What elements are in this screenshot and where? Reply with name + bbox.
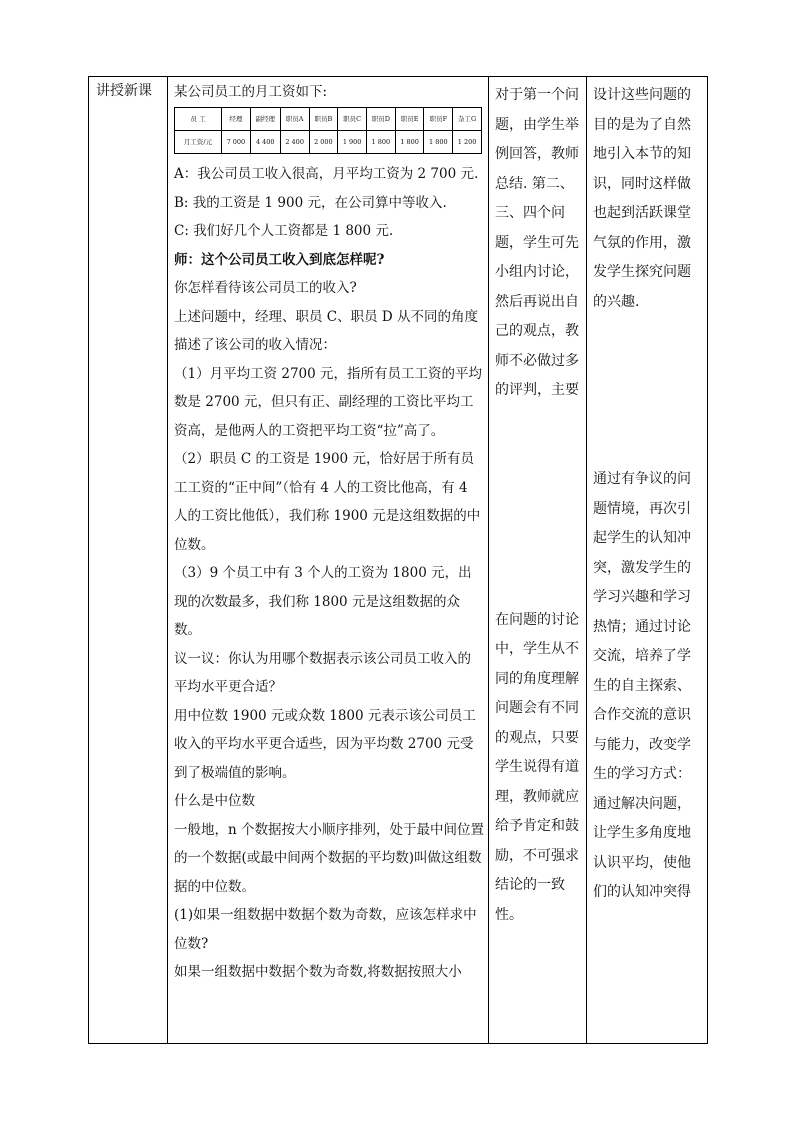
lesson-plan-table: [88, 76, 708, 1044]
wage-cell: 1 800: [366, 131, 395, 154]
position-cell: 职员D: [366, 108, 395, 131]
wage-cell: 2 400: [280, 131, 309, 154]
paragraph: 用中位数 1900 元或众数 1800 元表示该公司员工收入的平均水平更合适些，因为平均数 2700 元受到了极端值的影响。: [174, 707, 476, 781]
teacher-activity-2: 在问题的讨论中，学生从不同的角度理解问题会有不同的观点，只要学生说得有道理，教师就应给予肯定和鼓励，不可强求结论的一致性。: [495, 611, 579, 923]
paragraph: 如果一组数据中数据个数为奇数,将数据按照大小: [174, 964, 462, 980]
paragraph: 议一议：你认为用哪个数据表示该公司员工收入的平均水平更合适？: [174, 650, 471, 695]
design-intent-cell: [587, 77, 708, 1044]
position-cell: 杂工G: [453, 108, 482, 131]
paragraph: （3）9 个员工中有 3 个人的工资为 1800 元，出现的次数最多，我们称 1800 元是这组数据的众数。: [174, 565, 472, 638]
content-cell: [168, 77, 489, 1044]
position-cell: 职员A: [280, 108, 309, 131]
teacher-activity-cell: [489, 77, 587, 1044]
wage-cell: 7 000: [222, 131, 251, 154]
wage-table-row-label: 月工资/元: [175, 131, 222, 154]
paragraph: （2）职员 C 的工资是 1900 元，恰好居于所有员工工资的“正中间”（恰有 4 人的工资比他高，有 4 人的工资比他低），我们称 1900 元是这组数据的中位数。: [174, 451, 481, 553]
position-cell: 副经理: [250, 108, 280, 131]
teacher-activity-1: 对于第一个问题，由学生举例回答，教师总结. 第二、三、四个问题，学生可先小组内讨论，然后再说出自己的观点，教师不必做过多的评判，主要: [495, 87, 579, 398]
paragraph: 上述问题中，经理、职员 C、职员 D 从不同的角度描述了该公司的收入情况：: [174, 308, 479, 353]
design-intent-1: 设计这些问题的目的是为了自然地引入本节的知识，同时这样做也起到活跃课堂气氛的作用，激发学生探究问题的兴趣.: [593, 87, 691, 310]
wage-cell: 2 000: [309, 131, 338, 154]
paragraph: 什么是中位数: [174, 793, 255, 809]
statement-a: A：我公司员工收入很高，月平均工资为 2 700 元.: [174, 166, 479, 182]
wage-table-header-label: 员 工: [175, 108, 222, 131]
wage-cell: 1 800: [395, 131, 424, 154]
wage-cell: 1 800: [424, 131, 453, 154]
row-label: 讲授新课: [96, 83, 152, 99]
paragraph: 一般地，n 个数据按大小顺序排列，处于最中间位置的一个数据(或最中间两个数据的平均数)叫做这组数据的中位数。: [174, 821, 484, 895]
paragraph: （1）月平均工资 2700 元，指所有员工工资的平均数是 2700 元，但只有正、副经理的工资比平均工资高，是他两人的工资把平均工资“拉”高了。: [174, 365, 483, 439]
design-intent-2: 通过有争议的问题情境，再次引起学生的认知冲突，激发学生的学习兴趣和学习热情；通过讨论交流，培养了学生的自主探索、合作交流的意识与能力，改变学生的学习方式：通过解决问题，让学生多角度地认识平均，使他们的认知冲突得: [593, 471, 691, 900]
wage-cell: 4 400: [250, 131, 280, 154]
wage-table: [174, 107, 482, 154]
wage-cell: 1 200: [453, 131, 482, 154]
intro-text: 某公司员工的月工资如下:: [174, 84, 328, 100]
position-cell: 职员B: [309, 108, 338, 131]
paragraph: 你怎样看待该公司员工的收入?: [174, 280, 357, 296]
position-cell: 经理: [222, 108, 251, 131]
wage-table-value-row: [175, 131, 482, 154]
wage-cell: 1 900: [338, 131, 367, 154]
wage-table-header-row: [175, 108, 482, 131]
row-label-cell: [89, 77, 168, 1044]
position-cell: 职员C: [338, 108, 367, 131]
teacher-question: 师：这个公司员工收入到底怎样呢?: [174, 251, 385, 268]
position-cell: 职员F: [424, 108, 453, 131]
position-cell: 职员E: [395, 108, 424, 131]
paragraph: (1)如果一组数据中数据个数为奇数，应该怎样求中位数?: [174, 907, 477, 952]
statement-b: B: 我的工资是 1 900 元，在公司算中等收入.: [174, 194, 447, 211]
statement-c: C: 我们好几个人工资都是 1 800 元.: [174, 223, 394, 239]
